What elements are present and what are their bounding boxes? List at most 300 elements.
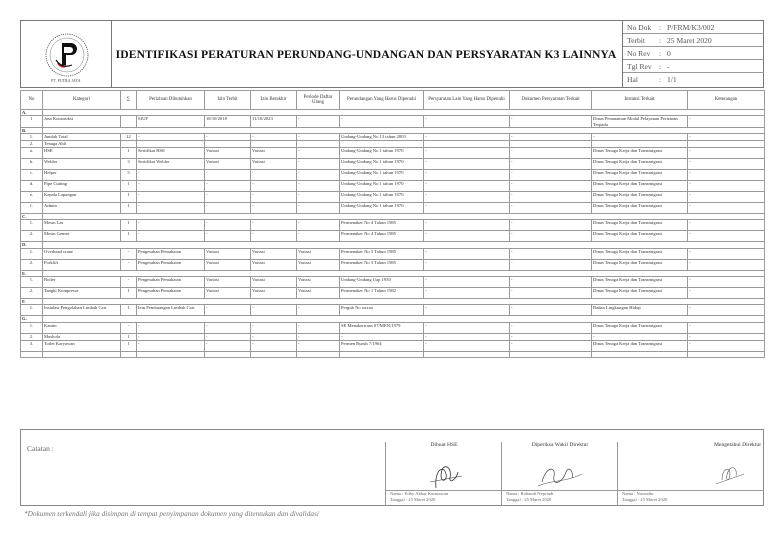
table-cell: - <box>137 181 205 192</box>
table-cell: - <box>424 248 510 259</box>
logo-caption: PT. PUTRA JAYA <box>51 79 81 83</box>
table-cell <box>43 351 121 357</box>
table-cell: - <box>121 277 137 288</box>
table-cell: Variasi <box>251 159 297 170</box>
table-cell: Mushola <box>43 333 121 340</box>
table-cell: Pengesahan Pemakaian <box>137 248 205 259</box>
table-cell: Variasi <box>297 259 340 270</box>
table-cell: Boiler <box>43 277 121 288</box>
table-cell: Kantin <box>43 322 121 333</box>
table-cell <box>21 351 43 357</box>
table-row <box>21 340 765 351</box>
table-cell: - <box>424 220 510 231</box>
table-cell: 1. <box>21 248 43 259</box>
table-cell: - <box>137 333 205 340</box>
table-cell: - <box>510 203 592 214</box>
table-cell: Dinas Tenaga Kerja dan Transmigrasi <box>592 288 688 299</box>
table-cell: 1. <box>21 305 43 316</box>
table-row <box>21 192 765 203</box>
table-cell: - <box>340 333 424 340</box>
table-cell: - <box>688 288 765 299</box>
table-cell <box>510 351 592 357</box>
table-cell: Undang-Undang No 1 tahun 1970 <box>340 159 424 170</box>
table-cell: 1. <box>21 134 43 141</box>
table-row <box>21 248 765 259</box>
table-cell: Dinas Tenaga Kerja dan Transmigrasi <box>592 192 688 203</box>
table-cell: - <box>688 220 765 231</box>
company-logo-icon <box>45 33 89 77</box>
table-cell: - <box>137 192 205 203</box>
table-cell: e. <box>21 192 43 203</box>
signer-name: Nama : Nasrudin <box>622 491 654 496</box>
table-cell: - <box>688 159 765 170</box>
table-cell: - <box>688 192 765 203</box>
table-cell: 2. <box>21 288 43 299</box>
table-cell: Variasi <box>205 277 251 288</box>
document-title: IDENTIFIKASI PERATURAN PERUNDANG-UNDANGAN DAN PERSYARATAN K3 LAINNYA <box>115 47 617 61</box>
table-cell: 12 <box>121 134 137 141</box>
table-cell: - <box>424 159 510 170</box>
doc-info-row: No Dok : P/FRM/K3/002 <box>623 21 764 34</box>
table-cell <box>121 141 137 148</box>
table-cell: Izin Pembuangan Limbah Cair <box>137 305 205 316</box>
table-cell <box>592 141 688 148</box>
column-header: No <box>21 91 43 110</box>
table-cell: - <box>137 322 205 333</box>
table-cell: a. <box>21 148 43 159</box>
table-cell: Permenaker No 4 Tahun 1985 <box>340 231 424 242</box>
table-cell: Dinas Penanaman Modal Pelayanan Perizinan Terpadu <box>592 116 688 128</box>
table-cell: - <box>688 203 765 214</box>
column-header: Kategori <box>43 91 121 110</box>
table-body <box>21 110 765 358</box>
table-cell: 1 <box>121 333 137 340</box>
signer-date: Tanggal : 25 Maret 2020 <box>622 497 668 502</box>
table-row <box>21 231 765 242</box>
table-row <box>21 305 765 316</box>
table-cell: - <box>510 192 592 203</box>
table-cell: - <box>424 231 510 242</box>
table-cell: c. <box>21 170 43 181</box>
table-cell: - <box>297 148 340 159</box>
table-cell: Undang-Undang No 1 tahun 1970 <box>340 181 424 192</box>
table-cell: Badan Lingkungan Hidup <box>592 305 688 316</box>
column-header: Dokumen Persyaratan Terkait <box>510 91 592 110</box>
table-cell: Dinas Tenaga Kerja dan Transmigrasi <box>592 181 688 192</box>
table-cell: - <box>424 259 510 270</box>
table-cell: HSE <box>43 148 121 159</box>
table-cell: Variasi <box>251 248 297 259</box>
table-cell: 2. <box>21 333 43 340</box>
table-cell: - <box>251 220 297 231</box>
section-label: B. <box>21 127 43 133</box>
table-cell: - <box>297 116 340 128</box>
table-cell: 1 <box>121 220 137 231</box>
table-cell: - <box>424 340 510 351</box>
table-cell: 3 <box>121 159 137 170</box>
table-cell: 1. <box>21 277 43 288</box>
table-cell: - <box>205 170 251 181</box>
table-row <box>21 181 765 192</box>
table-cell: d. <box>21 181 43 192</box>
signature-icon <box>502 460 618 492</box>
table-row <box>21 277 765 288</box>
section-label: C. <box>21 214 43 220</box>
table-cell: Variasi <box>205 248 251 259</box>
doc-info-row: Hal : 1/1 <box>627 74 677 84</box>
table-cell: Permenaker No 5 Tahun 1985 <box>340 259 424 270</box>
table-cell: - <box>205 134 251 141</box>
table-cell <box>340 351 424 357</box>
table-cell: - <box>424 148 510 159</box>
table-cell: Undang-Undang No 1 tahun 1970 <box>340 203 424 214</box>
table-cell: Toilet Karyawan <box>43 340 121 351</box>
table-cell: - <box>205 203 251 214</box>
table-cell: - <box>205 181 251 192</box>
table-cell: - <box>297 305 340 316</box>
table-cell: - <box>424 192 510 203</box>
table-cell: Permenaker No 1 Tahun 1982 <box>340 288 424 299</box>
table-cell: - <box>424 288 510 299</box>
table-cell <box>205 351 251 357</box>
table-cell: Variasi <box>297 248 340 259</box>
table-cell: - <box>297 159 340 170</box>
table-cell: 11/10/2023 <box>251 116 297 128</box>
table-cell: - <box>688 305 765 316</box>
table-cell <box>592 351 688 357</box>
table-cell: Kepala Lapangan <box>43 192 121 203</box>
table-cell: 1 <box>121 231 137 242</box>
table-cell: 1 <box>21 116 43 128</box>
table-cell: - <box>592 134 688 141</box>
table-cell: Sertifikat Welder <box>137 159 205 170</box>
table-cell <box>688 141 765 148</box>
table-cell: - <box>297 203 340 214</box>
table-cell: Pergub No xxxxx <box>340 305 424 316</box>
table-cell: - <box>251 192 297 203</box>
table-cell: - <box>251 134 297 141</box>
table-cell: Permenaker No 4 Tahun 1985 <box>340 220 424 231</box>
table-row <box>21 159 765 170</box>
table-cell <box>137 141 205 148</box>
section-label: A. <box>21 110 43 116</box>
table-cell: Helper <box>43 170 121 181</box>
table-cell: - <box>137 340 205 351</box>
signature-role: Mengetahui Direktur <box>714 442 762 448</box>
table-row <box>21 259 765 270</box>
document-disclaimer: *Dokumen terkendali jika disimpan di tempat penyimpanan dokumen yang ditentukan dan divalidasi <box>24 509 319 518</box>
table-cell <box>297 351 340 357</box>
table-cell: - <box>297 134 340 141</box>
table-cell: 2. <box>21 259 43 270</box>
table-cell: 1 <box>121 203 137 214</box>
table-cell: - <box>205 231 251 242</box>
table-row <box>21 322 765 333</box>
table-cell: 1 <box>121 305 137 316</box>
table-cell: Variasi <box>297 288 340 299</box>
table-cell: - <box>510 259 592 270</box>
table-cell: - <box>424 333 510 340</box>
table-cell: - <box>137 220 205 231</box>
table-cell: Undang-Undang Uap 1930 <box>340 277 424 288</box>
table-cell: Dinas Tenaga Kerja dan Transmigrasi <box>592 259 688 270</box>
table-cell: - <box>688 231 765 242</box>
table-cell: 1 <box>121 340 137 351</box>
column-header: Perundangan Yang Harus Dipenuhi <box>340 91 424 110</box>
signature-role: Dibuat HSE <box>430 442 458 448</box>
signature-block-wakil-direktur <box>501 442 618 506</box>
doc-info-row: No Rev : 0 <box>623 47 764 60</box>
table-cell: Mesin Genset <box>43 231 121 242</box>
signer-name: Nama : Rohandi Nepriadi <box>506 491 554 496</box>
table-cell <box>424 351 510 357</box>
table-cell: Sertifikat HSE <box>137 148 205 159</box>
table-cell: Jasa Konstruksi <box>43 116 121 128</box>
table-cell: Variasi <box>297 277 340 288</box>
table-cell: - <box>251 340 297 351</box>
signature-role: Diperiksa Wakil Direktur <box>531 442 589 448</box>
table-cell: - <box>510 220 592 231</box>
table-cell: - <box>297 220 340 231</box>
document-header <box>20 20 764 88</box>
table-cell: Admin <box>43 203 121 214</box>
table-cell: - <box>424 277 510 288</box>
signature-block-hse <box>385 442 502 506</box>
table-cell <box>121 351 137 357</box>
table-cell: - <box>121 322 137 333</box>
section-label: D. <box>21 242 43 248</box>
column-header: Izin Berakhir <box>251 91 297 110</box>
table-cell: - <box>251 305 297 316</box>
table-cell: - <box>297 333 340 340</box>
table-row <box>21 288 765 299</box>
table-cell: - <box>510 116 592 128</box>
table-cell <box>137 351 205 357</box>
column-header: ∑ <box>121 91 137 110</box>
table-cell: - <box>251 231 297 242</box>
table-cell: - <box>510 333 592 340</box>
table-cell: 1 <box>121 288 137 299</box>
table-row <box>21 170 765 181</box>
column-header: Instansi Terkait <box>592 91 688 110</box>
table-cell: SIUP <box>137 116 205 128</box>
table-cell: - <box>688 148 765 159</box>
table-cell: - <box>121 259 137 270</box>
table-cell: - <box>137 231 205 242</box>
table-cell: Undang-Undang No 1 tahun 1970 <box>340 170 424 181</box>
table-cell: - <box>510 181 592 192</box>
table-cell: - <box>297 322 340 333</box>
table-cell: Permenaker No 5 Tahun 1985 <box>340 248 424 259</box>
table-cell <box>510 141 592 148</box>
table-cell: Mesin Las <box>43 220 121 231</box>
table-cell: Dinas Tenaga Kerja dan Transmigrasi <box>592 248 688 259</box>
table-cell: - <box>510 305 592 316</box>
signer-date: Tanggal : 25 Maret 2020 <box>390 497 436 502</box>
table-cell: - <box>592 333 688 340</box>
table-cell: Permen Buruh 7/1964 <box>340 340 424 351</box>
table-cell: - <box>297 231 340 242</box>
table-cell: Variasi <box>251 288 297 299</box>
table-cell: - <box>510 134 592 141</box>
table-cell: - <box>510 148 592 159</box>
table-cell: - <box>688 116 765 128</box>
table-cell: Forklift <box>43 259 121 270</box>
table-row <box>21 116 765 128</box>
table-cell: Jumlah Total <box>43 134 121 141</box>
table-cell: - <box>510 277 592 288</box>
table-cell: - <box>251 203 297 214</box>
table-cell: - <box>205 333 251 340</box>
table-cell: - <box>137 203 205 214</box>
doc-info-row: Tgl Rev : - <box>623 60 764 73</box>
table-cell <box>251 351 297 357</box>
table-cell: 2. <box>21 141 43 148</box>
table-cell: - <box>424 170 510 181</box>
signature-block-direktur <box>617 442 764 506</box>
table-cell: b. <box>21 159 43 170</box>
column-header: Persyaratan Lain Yang Harus Dipenuhi <box>424 91 510 110</box>
table-cell: - <box>205 305 251 316</box>
column-header: Periode Daftar Ulang <box>297 91 340 110</box>
table-cell: - <box>510 322 592 333</box>
table-cell: - <box>424 203 510 214</box>
table-cell: - <box>137 134 205 141</box>
table-cell: - <box>205 322 251 333</box>
table-cell <box>340 141 424 148</box>
table-cell: - <box>688 134 765 141</box>
table-cell: Dinas Tenaga Kerja dan Transmigrasi <box>592 322 688 333</box>
table-cell: Variasi <box>251 148 297 159</box>
table-cell <box>121 116 137 128</box>
table-cell: - <box>297 170 340 181</box>
table-cell: Dinas Tenaga Kerja dan Transmigrasi <box>592 159 688 170</box>
table-cell: - <box>688 277 765 288</box>
table-cell: Welder <box>43 159 121 170</box>
table-cell: Dinas Tenaga Kerja dan Transmigrasi <box>592 148 688 159</box>
table-cell: - <box>205 220 251 231</box>
table-cell: Pengesahan Pemakaian <box>137 288 205 299</box>
table-cell: - <box>340 116 424 128</box>
table-cell: Variasi <box>251 277 297 288</box>
table-cell: Pengesahan Pemakaian <box>137 259 205 270</box>
table-row <box>21 220 765 231</box>
table-cell: - <box>688 259 765 270</box>
table-header-row <box>21 91 765 110</box>
table-cell: Undang-Undang No 1 tahun 1970 <box>340 148 424 159</box>
table-cell: Variasi <box>205 159 251 170</box>
table-cell: Dinas Tenaga Kerja dan Transmigrasi <box>592 340 688 351</box>
table-cell: - <box>510 159 592 170</box>
table-row <box>21 134 765 141</box>
table-cell: - <box>137 170 205 181</box>
column-header: Keterangan <box>688 91 765 110</box>
table-cell: Variasi <box>205 259 251 270</box>
section-label: F. <box>21 299 43 305</box>
table-cell: 2. <box>21 231 43 242</box>
section-label: E. <box>21 270 43 276</box>
table-cell: Tangki Kompresor <box>43 288 121 299</box>
table-row <box>21 351 765 357</box>
table-cell: Variasi <box>205 148 251 159</box>
table-cell: - <box>424 181 510 192</box>
table-cell: - <box>688 248 765 259</box>
column-header: Perizinan Dibutuhkan <box>137 91 205 110</box>
table-cell: 1. <box>21 220 43 231</box>
table-cell: Tenaga Ahli <box>43 141 121 148</box>
table-cell: Instalasi Pengolahan Limbah Cair <box>43 305 121 316</box>
table-cell: Dinas Tenaga Kerja dan Transmigrasi <box>592 203 688 214</box>
table-cell: - <box>251 181 297 192</box>
table-cell: Dinas Tenaga Kerja dan Transmigrasi <box>592 277 688 288</box>
table-cell: - <box>251 170 297 181</box>
table-cell: - <box>297 192 340 203</box>
table-cell <box>251 141 297 148</box>
table-cell <box>205 141 251 148</box>
table-row <box>21 148 765 159</box>
table-cell: Dinas Tenaga Kerja dan Transmigrasi <box>592 220 688 231</box>
table-cell: 1 <box>121 181 137 192</box>
signer-date: Tanggal : 25 Maret 2020 <box>506 497 552 502</box>
table-row <box>21 333 765 340</box>
table-cell: SE Menakertrans 07/MEN/1979 <box>340 322 424 333</box>
table-cell: Undang-Undang No 13 tahun 2003 <box>340 134 424 141</box>
table-cell: - <box>297 340 340 351</box>
table-cell: f. <box>21 203 43 214</box>
table-cell: - <box>251 333 297 340</box>
table-cell: - <box>251 322 297 333</box>
table-cell: - <box>510 170 592 181</box>
doc-info-row: Terbit : 25 Maret 2020 <box>623 34 764 47</box>
table-row <box>21 141 765 148</box>
signature-footer <box>20 429 764 506</box>
table-cell: - <box>688 340 765 351</box>
table-cell: - <box>424 322 510 333</box>
table-cell <box>424 141 510 148</box>
table-cell: - <box>688 170 765 181</box>
signer-name: Nama : Edhy Akbar Kurniawan <box>390 491 449 496</box>
column-header: Izin Terbit <box>205 91 251 110</box>
regulation-table <box>20 90 765 358</box>
notes-label: Catatan : <box>27 444 54 453</box>
table-cell: - <box>424 116 510 128</box>
table-cell: 3. <box>21 340 43 351</box>
table-cell: - <box>510 340 592 351</box>
table-cell: Dinas Tenaga Kerja dan Transmigrasi <box>592 231 688 242</box>
table-cell: Variasi <box>251 259 297 270</box>
table-cell: Dinas Tenaga Kerja dan Transmigrasi <box>592 170 688 181</box>
table-cell: Variasi <box>205 288 251 299</box>
table-cell: - <box>424 305 510 316</box>
table-cell: - <box>688 181 765 192</box>
table-cell: - <box>121 248 137 259</box>
table-cell: Pengesahan Pemakaian <box>137 277 205 288</box>
section-label: G. <box>21 316 43 322</box>
signature-icon <box>618 460 764 492</box>
table-cell: Overhead crane <box>43 248 121 259</box>
table-cell: 5 <box>121 170 137 181</box>
table-row <box>21 203 765 214</box>
document-info-panel <box>622 21 764 87</box>
table-cell <box>688 351 765 357</box>
table-cell: 1 <box>121 192 137 203</box>
table-cell <box>297 141 340 148</box>
signature-icon <box>386 460 502 492</box>
table-cell: - <box>688 333 765 340</box>
table-cell: 1. <box>21 322 43 333</box>
table-cell: Pipe Cutting <box>43 181 121 192</box>
table-cell: 18/10/2018 <box>205 116 251 128</box>
